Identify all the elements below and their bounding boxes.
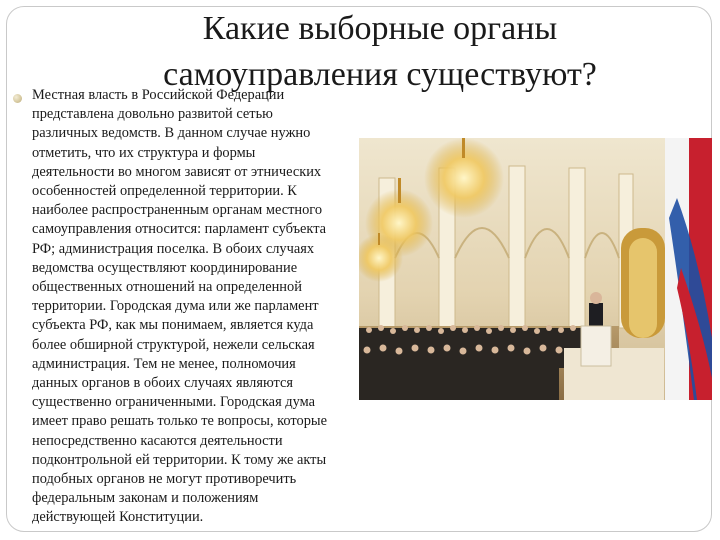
- body-line: данных органов в обоих случаях являются: [32, 375, 293, 392]
- body-line: Местная власть в Российской Федерации: [32, 87, 285, 103]
- hall-photo-illustration: [359, 138, 712, 400]
- body-line: территории. Городская дума или же парламент: [32, 298, 319, 315]
- body-line: РФ; администрация поселка. В обоих случаях: [32, 240, 315, 257]
- body-line: подобных органов не могут противоречить: [32, 471, 297, 488]
- body-line: подконтрольной ей территории. К тому же акты: [32, 451, 327, 468]
- body-line: субъекта РФ, как мы понимаем, является куда: [32, 317, 314, 334]
- body-line: особенностей определенной территории. К: [32, 183, 297, 200]
- body-line: администрация. Тем не менее, полномочия: [32, 355, 296, 372]
- body-line: различных ведомств. В данном случае нужно: [32, 125, 311, 142]
- body-line: общественных отношений на определенной: [32, 279, 302, 296]
- body-line: федеральным законам и положениям: [32, 490, 259, 507]
- body-line: существенно ограниченными. Городская дума: [32, 394, 316, 411]
- body-line: деятельности во многом зависят от этнических: [32, 163, 322, 180]
- body-line: отметить, что их структура и формы: [32, 144, 256, 161]
- body-line: более обширной структурой, нежели сельская: [32, 336, 315, 353]
- body-line: имеет право решать только те вопросы, которые: [32, 413, 327, 430]
- body-line: непосредственно касаются деятельности: [32, 432, 283, 449]
- body-line: наиболее распространенным органам местного: [32, 202, 323, 219]
- body-paragraph: [32, 86, 372, 528]
- slide-title: Какие выборные органы самоуправления существуют?: [163, 10, 597, 93]
- body-line: самоуправления относится: парламент субъекта: [32, 221, 327, 238]
- round-bullet-icon: [13, 94, 22, 103]
- body-line: действующей Конституции.: [32, 509, 204, 526]
- body-line: ведомства осуществляют координирование: [32, 259, 298, 276]
- kremlin-hall-photo: [359, 138, 712, 400]
- body-line: представлена довольно развитой сетью: [32, 106, 273, 123]
